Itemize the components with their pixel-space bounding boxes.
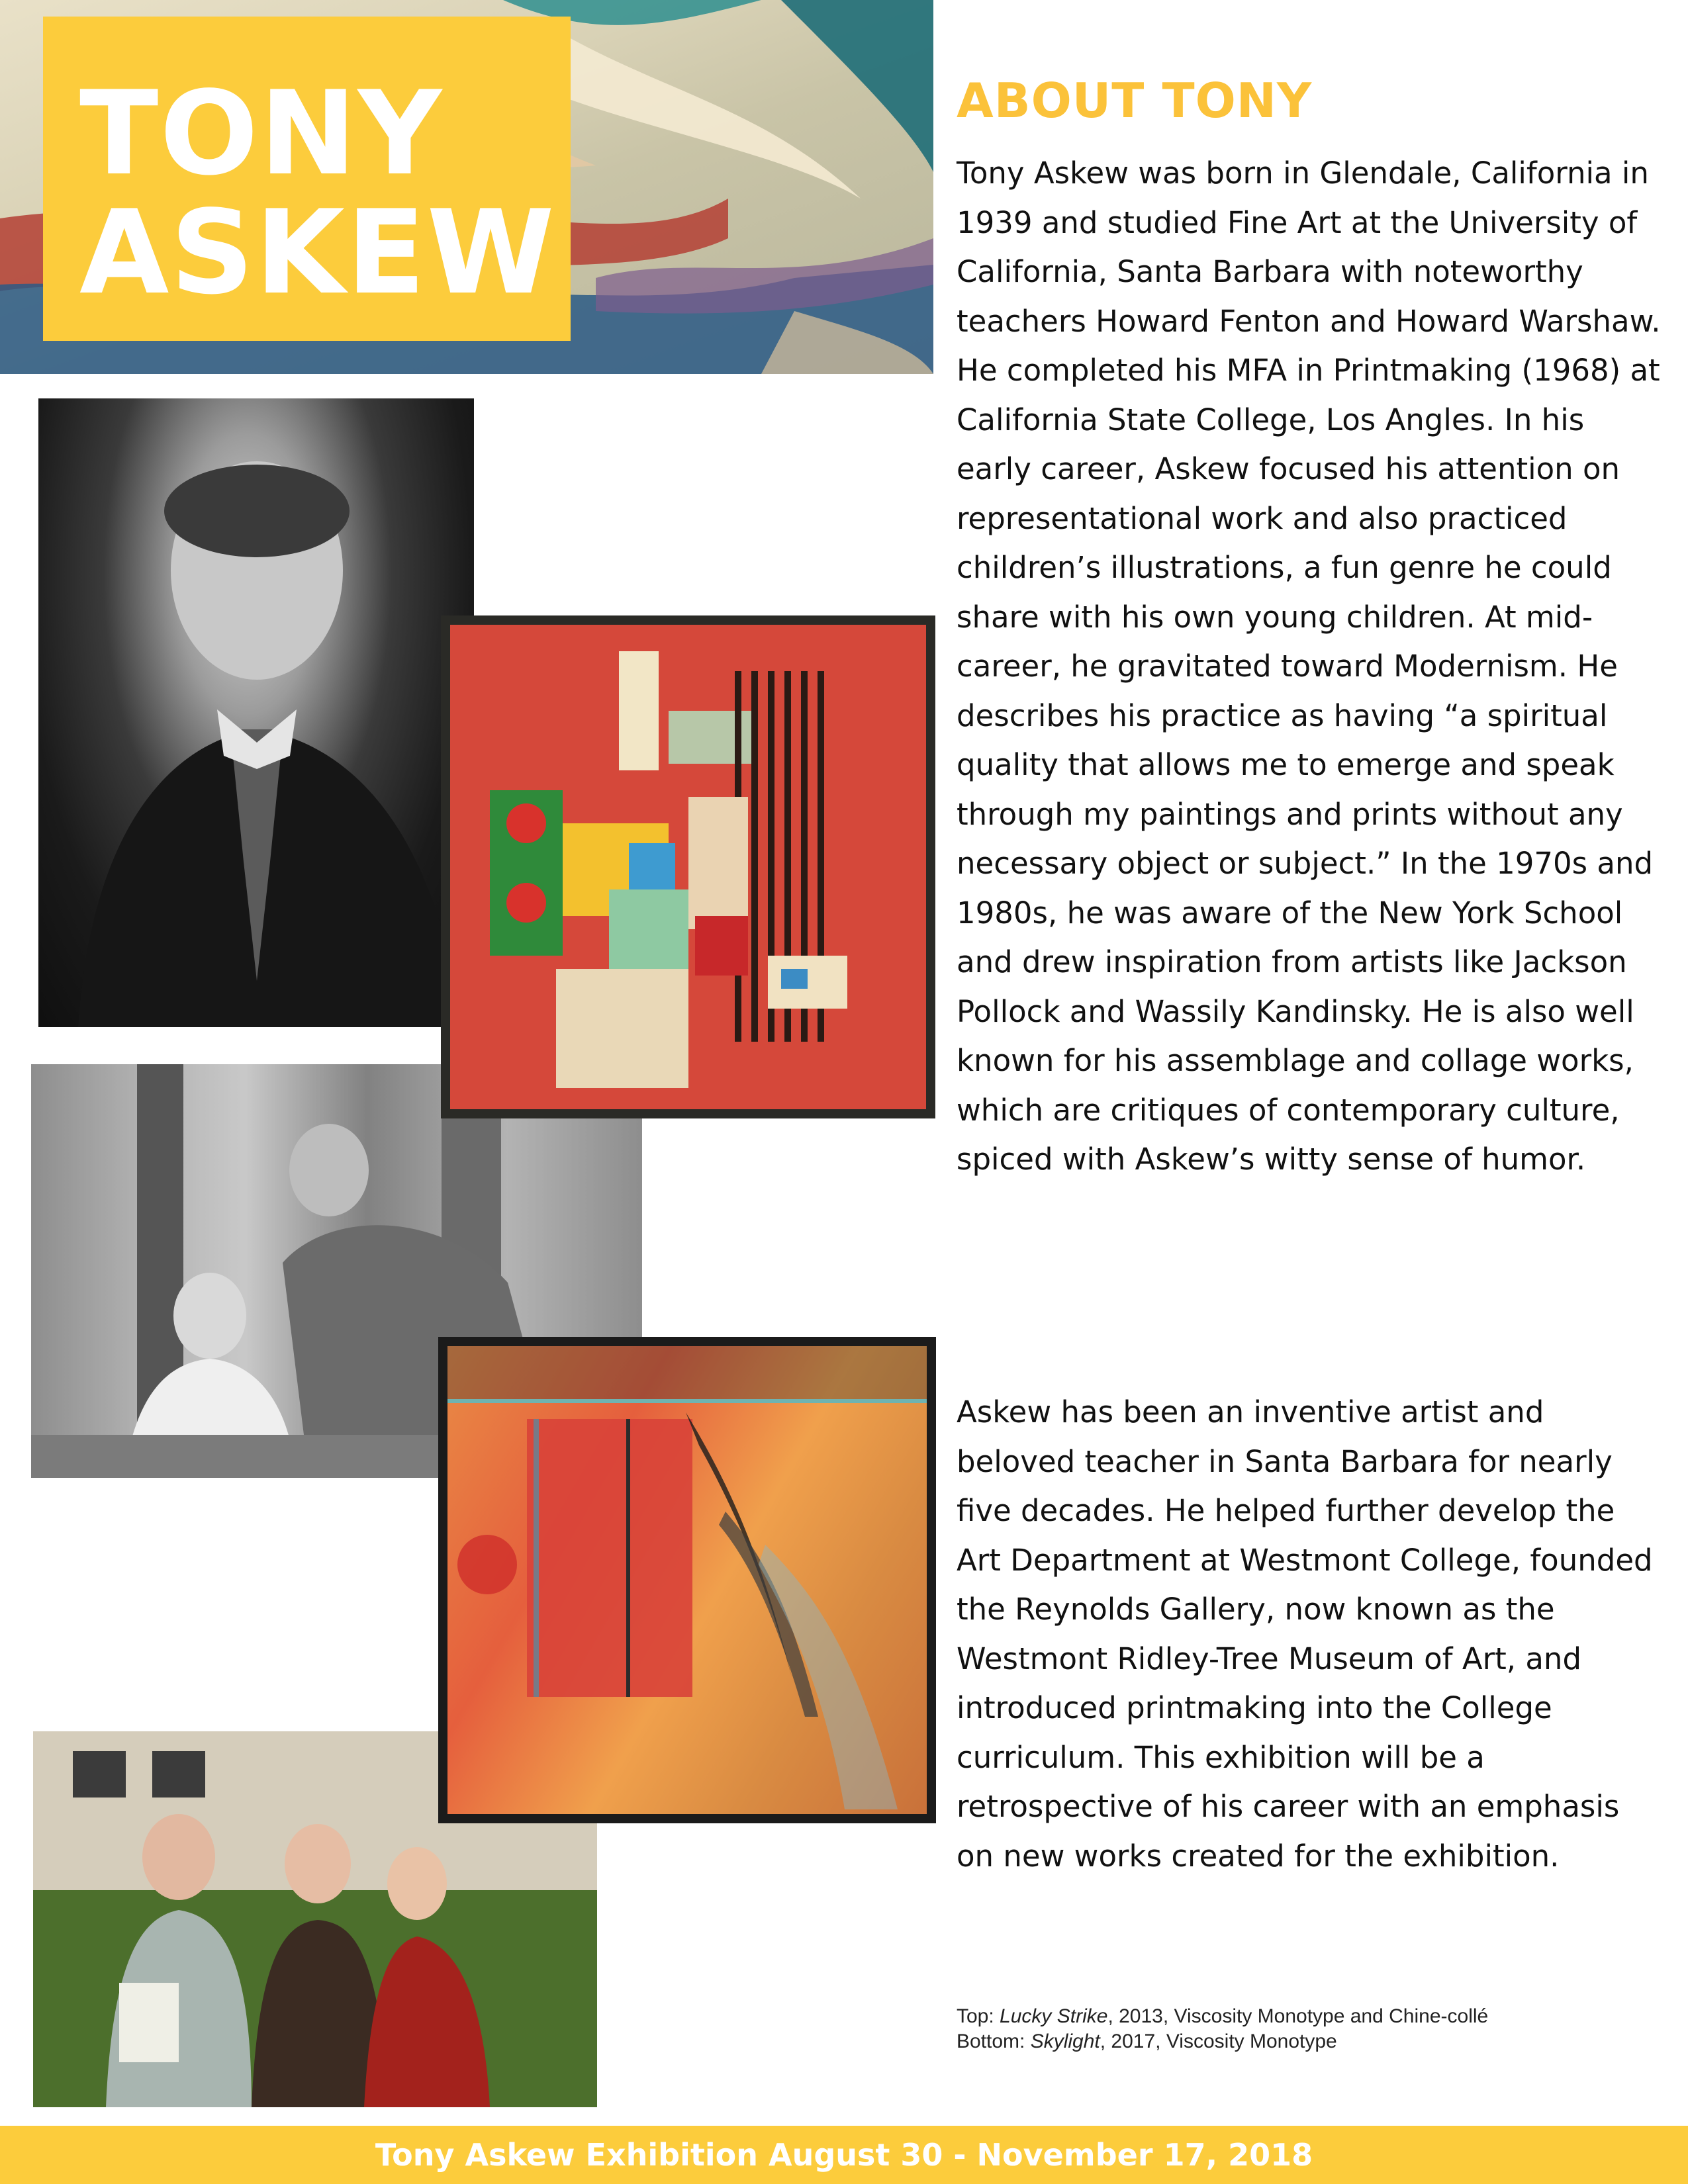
footer-bar xyxy=(0,2126,1688,2184)
caption-top-title: Lucky Strike xyxy=(1000,2005,1108,2027)
title-askew: ASKEW xyxy=(79,186,556,320)
caption-bottom-prefix: Bottom: xyxy=(957,2030,1031,2052)
caption-top-details: , 2013, Viscosity Monotype and Chine-collé xyxy=(1107,2005,1489,2027)
portrait-photo xyxy=(38,398,474,1027)
about-heading: ABOUT TONY xyxy=(957,73,1313,128)
title-box xyxy=(43,17,571,341)
caption-bottom-details: , 2017, Viscosity Monotype xyxy=(1100,2030,1337,2052)
artwork-skylight xyxy=(438,1337,936,1823)
artwork-lucky-strike xyxy=(441,615,935,1118)
caption-bottom-title: Skylight xyxy=(1030,2030,1100,2052)
title-tony: TONY xyxy=(79,67,444,201)
caption-top xyxy=(957,2004,1488,2029)
about-paragraph-1: Tony Askew was born in Glendale, California in 1939 and studied Fine Art at the University of California, Santa Barbara with noteworthy teachers Howard Fenton and Howard Warshaw. He completed his MFA in Printmaking (1968) at California State College, Los Angles. In his early career, Askew focused his attention on representational work and also practiced children’s illustrations, a fun genre he could share with his own young children. At mid-career, he gravitated toward Modernism. He describes his practice as having “a spiritual quality that allows me to emerge and speak through my paintings and prints without any necessary object or subject.” In the 1970s and 1980s, he was aware of the New York School and drew inspiration from artists like Jackson Pollock and Wassily Kandinsky. He is also well known for his assemblage and collage works, which are critiques of contemporary culture, spiced with Askew’s witty sense of humor. xyxy=(957,156,1661,1177)
caption-top-prefix: Top: xyxy=(957,2005,1000,2027)
footer-exhibition-dates: Tony Askew Exhibition August 30 - November 17, 2018 xyxy=(375,2137,1313,2173)
caption-bottom xyxy=(957,2029,1337,2054)
about-paragraph-2: Askew has been an inventive artist and beloved teacher in Santa Barbara for nearly five decades. He helped further develop the Art Department at Westmont College, founded the Reynolds Gallery, now known as the Westmont Ridley-Tree Museum of Art, and introduced printmaking into the College curriculum. This exhibition will be a retrospective of his career with an emphasis on new works created for the exhibition. xyxy=(957,1394,1653,1874)
